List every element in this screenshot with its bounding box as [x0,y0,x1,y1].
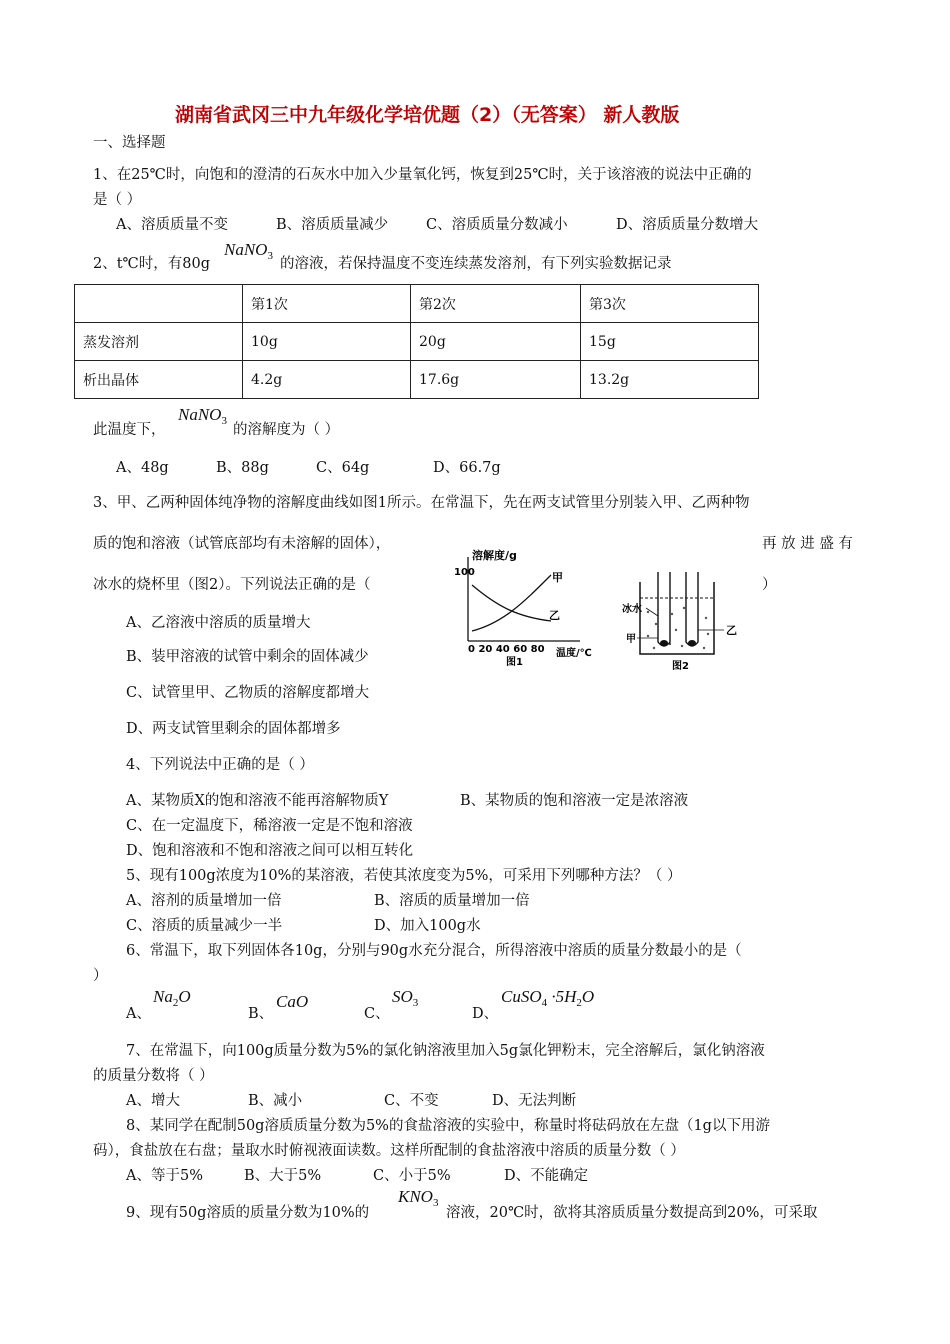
fig1-caption: 图1 [506,657,523,668]
q4-option-a: A、某物质X的饱和溶液不能再溶解物质Y [126,793,389,809]
q1-option-d: D、溶质质量分数增大 [616,217,759,233]
q2-question-suffix: 的溶解度为（ ） [233,422,340,438]
q1-option-a: A、溶质质量不变 [116,217,228,233]
q2-question-prefix: 此温度下， [93,422,166,438]
table-cell: 蒸发溶剂 [75,323,243,361]
q8-stem-line2: 码），食盐放在右盘；量取水时俯视液面读数。这样所配制的食盐溶液中溶质的质量分数（ ） [93,1143,685,1159]
fig1-ylabel: 溶解度/g [472,549,517,562]
fig1-curve-yi [472,585,551,621]
fig2-beaker [640,582,714,654]
q2-option-c: C、64g [316,460,370,476]
q3-stem-line3b: ） [762,577,777,593]
solubility-curve-figure [448,545,613,675]
fig2-tube-yi [686,572,698,646]
q4-option-b: B、某物质的饱和溶液一定是浓溶液 [460,793,689,809]
fig1-y100-label: 100 [454,567,475,578]
q3-stem-line1: 3、甲、乙两种固体纯净物的溶解度曲线如图1所示。在常温下，先在两支试管里分别装入甲、乙两种物 [93,495,750,511]
q6-option-d-label: D、 [472,1006,499,1022]
q5-option-c: C、溶质的质量减少一半 [126,918,283,934]
table-cell: 析出晶体 [75,361,243,399]
table-row [75,323,759,361]
q2-formula-2: NaNO$_3$ [178,405,227,427]
q8-option-d: D、不能确定 [504,1168,589,1184]
q7-option-a: A、增大 [126,1093,180,1109]
q6-option-a-formula: $Na_2O$ [153,987,191,1009]
q7-option-d: D、无法判断 [492,1093,577,1109]
q8-option-b: B、大于5% [244,1168,322,1184]
table-header-cell: 第3次 [581,285,759,323]
table-cell: 20g [411,323,581,361]
q1-option-b: B、溶质质量减少 [276,217,389,233]
q6-option-d-formula: CuSO$_4$ $\cdot 5H_2O$ [501,987,595,1009]
ice-water-beaker-figure [620,568,750,676]
q5-option-d: D、加入100g水 [374,918,481,934]
q2-option-a: A、48g [116,460,169,476]
table-header-cell: 第1次 [243,285,411,323]
table-cell: 13.2g [581,361,759,399]
fig1-label-yi: 乙 [549,609,560,622]
q8-option-c: C、小于5% [373,1168,451,1184]
table-header-cell [75,285,243,323]
table-cell: 17.6g [411,361,581,399]
q5-option-a: A、溶剂的质量增加一倍 [126,893,282,909]
table-cell: 4.2g [243,361,411,399]
fig2-caption: 图2 [672,661,689,672]
fig2-solid-yi [688,640,696,646]
q2-option-b: B、88g [216,460,269,476]
q2-stem-prefix: 2、t℃时，有80g [93,256,211,272]
fig2-label-ice: 冰水 [622,604,642,615]
q1-option-c: C、溶质质量分数减小 [426,217,568,233]
table-cell: 10g [243,323,411,361]
q6-stem-line2: ） [93,968,108,984]
q9-formula: $KNO_3$ [398,1187,439,1209]
q4-option-d: D、饱和溶液和不饱和溶液之间可以相互转化 [126,843,414,859]
q8-stem-line1: 8、某同学在配制50g溶质质量分数为5%的食盐溶液的实验中，称量时将砝码放在左盘（1g以下用游 [126,1118,770,1134]
q6-option-b-formula: CaO [276,992,309,1011]
q3-option-c: C、试管里甲、乙物质的溶解度都增大 [126,685,370,701]
q4-option-c: C、在一定温度下，稀溶液一定是不饱和溶液 [126,818,413,834]
table-row [75,361,759,399]
fig2-ice-dots [647,607,709,649]
section-heading: 一、选择题 [93,135,166,151]
q1-stem-line2: 是（ ） [93,192,142,208]
q7-option-b: B、减小 [248,1093,303,1109]
fig2-label-yi: 乙 [726,624,737,637]
table-row [75,285,759,323]
q2-stem-suffix: 的溶液，若保持温度不变连续蒸发溶剂，有下列实验数据记录 [280,256,672,272]
table-header-cell: 第2次 [411,285,581,323]
q2-data-table [74,284,759,399]
fig1-curve-jia [472,575,551,631]
q7-option-c: C、不变 [384,1093,439,1109]
fig1-xlabel: 温度/℃ [556,648,592,659]
q3-stem-line2b: 再 放 进 盛 有 [762,536,853,552]
q8-option-a: A、等于5% [126,1168,203,1184]
q6-option-c-label: C、 [364,1006,390,1022]
q2-formula: NaNO$_3$ [224,240,273,262]
q7-stem-line1: 7、在常温下，向100g质量分数为5%的氯化钠溶液里加入5g氯化钾粉末，完全溶解后，氯化钠溶液 [126,1043,765,1059]
q4-stem: 4、下列说法中正确的是（ ） [126,757,314,773]
q9-stem-prefix: 9、现有50g溶质的质量分数为10%的 [126,1205,370,1221]
q3-stem-line2a: 质的饱和溶液（试管底部均有未溶解的固体）， [93,536,391,552]
fig2-solid-jia [660,640,668,646]
q6-option-c-formula: $SO_3$ [392,987,419,1009]
q9-stem-suffix: 溶液，20℃时，欲将其溶质质量分数提高到20%，可采取 [446,1205,818,1221]
q5-option-b: B、溶质的质量增加一倍 [374,893,530,909]
q3-option-b: B、装甲溶液的试管中剩余的固体减少 [126,649,369,665]
page-title: 湖南省武冈三中九年级化学培优题（2）（无答案） 新人教版 [175,104,680,126]
fig1-x-ticks: 0 20 40 60 80 [468,644,545,655]
q6-option-b-label: B、 [248,1006,274,1022]
fig2-tube-jia [658,572,670,646]
q3-option-a: A、乙溶液中溶质的质量增大 [126,615,311,631]
q3-option-d: D、两支试管里剩余的固体都增多 [126,721,341,737]
q6-option-a-label: A、 [126,1006,151,1022]
fig2-label-jia: 甲 [626,634,636,645]
q3-stem-line3a: 冰水的烧杯里（图2）。下列说法正确的是（ [93,577,371,593]
q2-option-d: D、66.7g [433,460,501,476]
q1-stem-line1: 1、在25℃时，向饱和的澄清的石灰水中加入少量氧化钙，恢复到25℃时，关于该溶液的说法中正确的 [93,167,752,183]
table-cell: 15g [581,323,759,361]
fig1-label-jia: 甲 [552,571,563,584]
q5-stem: 5、现有100g浓度为10%的某溶液，若使其浓度变为5%，可采用下列哪种方法？（ ） [126,868,682,884]
q7-stem-line2: 的质量分数将（ ） [93,1068,214,1084]
q6-stem-line1: 6、常温下，取下列固体各10g，分别与90g水充分混合，所得溶液中溶质的质量分数最小的是（ [126,943,742,959]
